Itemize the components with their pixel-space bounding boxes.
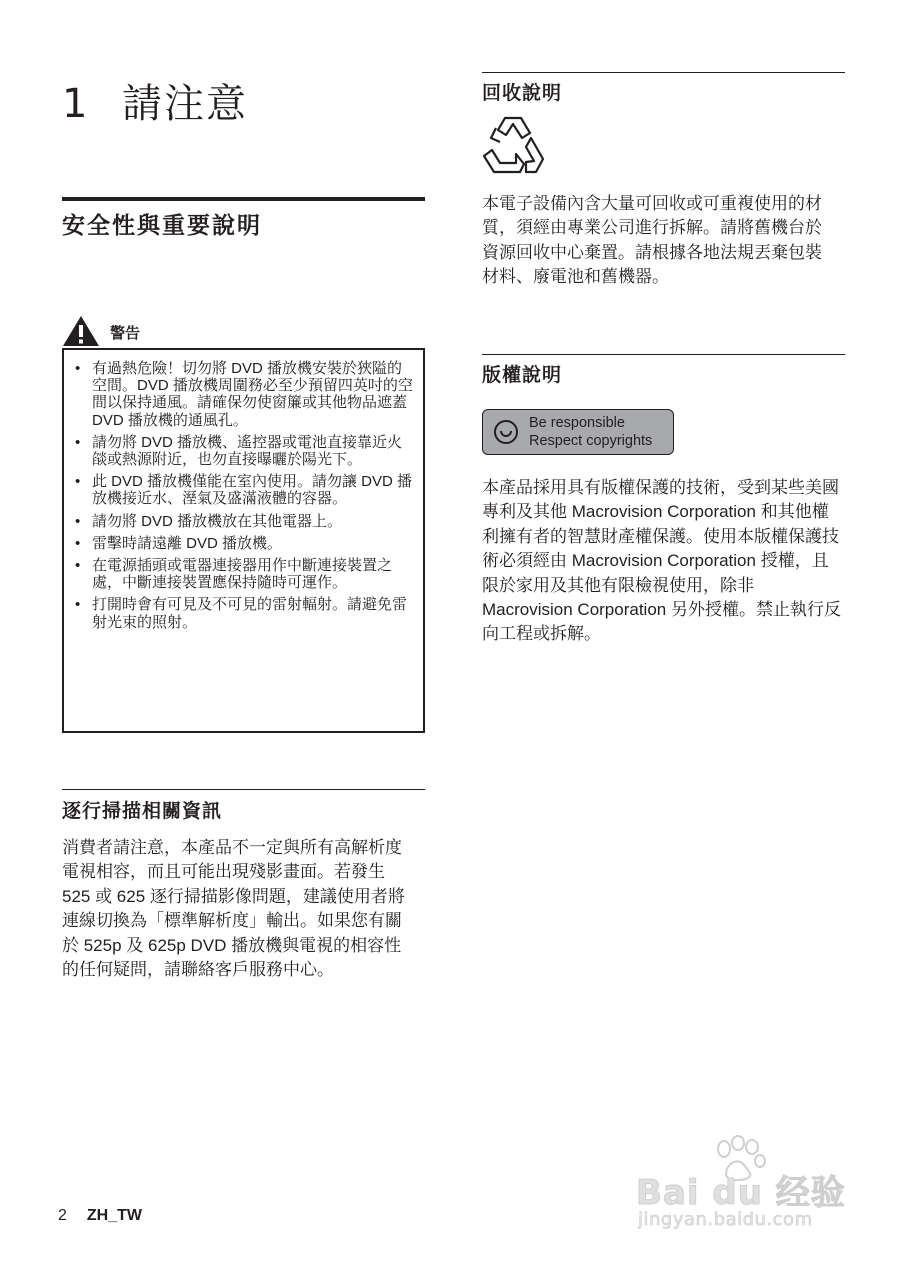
warning-item: • 請勿將 DVD 播放機放在其他電器上。 [92,513,415,530]
progressive-section-title: 逐行掃描相關資訊 [62,800,223,822]
section-divider [62,197,425,201]
chapter-title: 請注意 [122,81,248,127]
warning-item: • 雷擊時請遠離 DVD 播放機。 [92,535,415,552]
recycle-icon [480,114,546,176]
warning-item: • 在電源插頭或電器連接器用作中斷連接裝置之處，中斷連接裝置應保持隨時可運作。 [92,557,415,591]
copyright-circle-icon [493,419,519,445]
section-divider [482,72,845,73]
baidu-watermark [632,1135,847,1235]
page-number: 2 [58,1207,67,1224]
progressive-body: 消費者請注意，本產品不一定與所有高解析度電視相容，而且可能出現殘影畫面。若發生 525 或 625 逐行掃描影像問題，建議使用者將連線切換為「標準解析度」輸出。如果您有關於 525p 及 625p DVD 播放機與電視的相容性的任何疑問，請聯絡客戶服務中心。 [62,838,405,980]
warning-list [64,350,423,631]
chapter-heading [62,72,248,129]
recycling-body: 本電子設備內含大量可回收或可重複使用的材質，須經由專業公司進行拆解。請將舊機台於資源回收中心棄置。請根據各地法規丟棄包裝材料、廢電池和舊機器。 [482,194,822,287]
warning-item: • 打開時會有可見及不可見的雷射輻射。請避免雷射光束的照射。 [92,596,415,630]
badge-line-1: Be responsible [529,415,625,431]
warning-triangle-icon [62,314,100,348]
warning-item: • 有過熱危險！切勿將 DVD 播放機安裝於狹隘的空間。DVD 播放機周圍務必至少預留四英吋的空間以保持通風。請確保勿使窗簾或其他物品遮蓋 DVD 播放機的通風孔。 [92,360,415,429]
warning-item: • 此 DVD 播放機僅能在室內使用。請勿讓 DVD 播放機接近水、溼氣及盛滿液體的容器。 [92,473,415,507]
section-divider [62,789,425,790]
section-divider [482,354,845,355]
chapter-number: 1 [62,81,90,127]
warning-box [62,348,425,733]
warning-header [62,314,425,348]
warning-item: • 請勿將 DVD 播放機、遙控器或電池直接靠近火燄或熱源附近，也勿直接曝曬於陽光下。 [92,434,415,468]
page-footer [58,1207,142,1225]
copyright-badge [482,409,674,455]
watermark-text: Bai du 经验 [636,1173,846,1213]
locale-code: ZH_TW [86,1207,143,1224]
badge-line-2: Respect copyrights [529,433,653,449]
copyright-section-title: 版權說明 [482,364,563,386]
copyright-body: 本產品採用具有版權保護的技術，受到某些美國 專利及其他 Macrovision Corporation 和其他權利擁有者的智慧財產權保護。使用本版權保護技術必須經由 Macrovision Corporation 授權，且限於家用及其他有限檢視使用，除非 Macrovision Corporation 另外授權。禁止執行反向工程或拆解。 [482,478,841,644]
recycling-section-title: 回收說明 [482,82,563,104]
watermark-url: jingyan.baidu.com [638,1209,813,1230]
safety-section-title: 安全性與重要說明 [62,213,262,239]
warning-label: 警告 [110,324,141,342]
